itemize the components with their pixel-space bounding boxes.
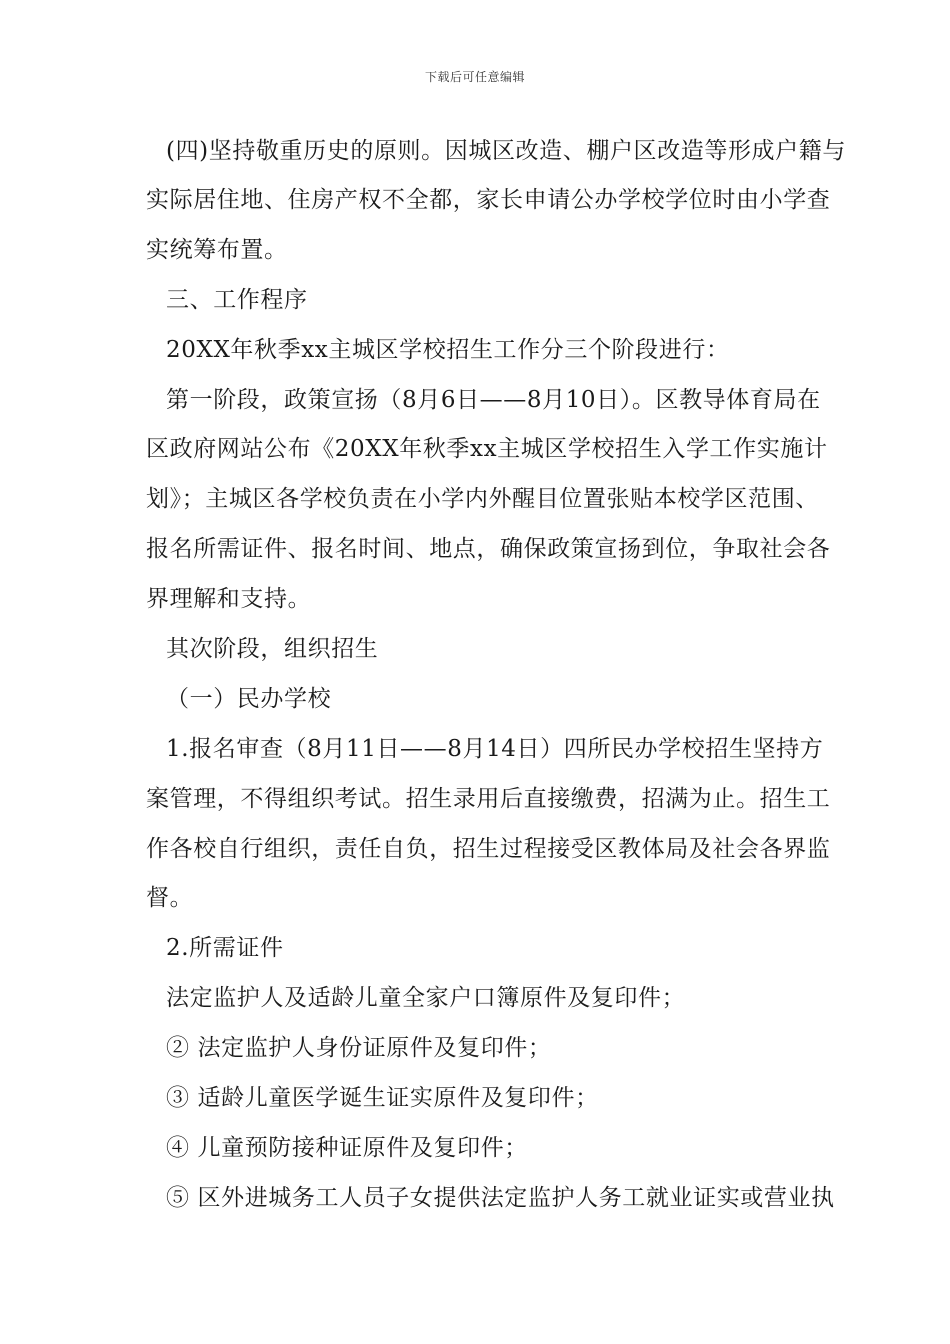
page-header: 下载后可任意编辑 — [424, 70, 525, 84]
paragraph-line: 实际居住地、住房产权不全都，家长申请公办学校学位时由小学查 — [146, 187, 831, 213]
paragraph-line: 区政府网站公布《20XX年秋季xx主城区学校招生入学工作实施计 — [146, 436, 828, 462]
paragraph-line: 报名所需证件、报名时间、地点，确保政策宣扬到位，争取社会各 — [146, 536, 831, 562]
paragraph-line: 界理解和支持。 — [146, 586, 312, 612]
paragraph-line: 督。 — [146, 885, 194, 911]
section-heading: 其次阶段，组织招生 — [166, 636, 379, 662]
section-heading: 三、工作程序 — [166, 287, 308, 313]
paragraph-line: 1.报名审查（8月11日——8月14日）四所民办学校招生坚持方 — [166, 736, 824, 762]
paragraph-line: (四)坚持敬重历史的原则。因城区改造、棚户区改造等形成户籍与 — [166, 138, 846, 164]
subsection-heading: （一）民办学校 — [166, 686, 332, 712]
list-item: ② 法定监护人身份证原件及复印件； — [166, 1035, 552, 1061]
paragraph-line: 划》；主城区各学校负责在小学内外醒目位置张贴本校学区范围、 — [146, 486, 819, 512]
paragraph-line: 实统筹布置。 — [146, 237, 288, 263]
subsection-heading: 2.所需证件 — [166, 935, 284, 961]
paragraph-line: 作各校自行组织，责任自负，招生过程接受区教体局及社会各界监 — [146, 836, 831, 862]
list-item: ⑤ 区外进城务工人员子女提供法定监护人务工就业证实或营业执 — [166, 1185, 835, 1211]
paragraph-line: 第一阶段，政策宣扬（8月6日——8月10日）。区教导体育局在 — [166, 387, 821, 413]
paragraph-line: 20XX年秋季xx主城区学校招生工作分三个阶段进行： — [166, 337, 730, 363]
paragraph-line: 案管理，不得组织考试。招生录用后直接缴费，招满为止。招生工 — [146, 786, 831, 812]
list-item: 法定监护人及适龄儿童全家户口簿原件及复印件； — [166, 985, 686, 1011]
list-item: ④ 儿童预防接种证原件及复印件； — [166, 1135, 528, 1161]
list-item: ③ 适龄儿童医学诞生证实原件及复印件； — [166, 1085, 599, 1111]
